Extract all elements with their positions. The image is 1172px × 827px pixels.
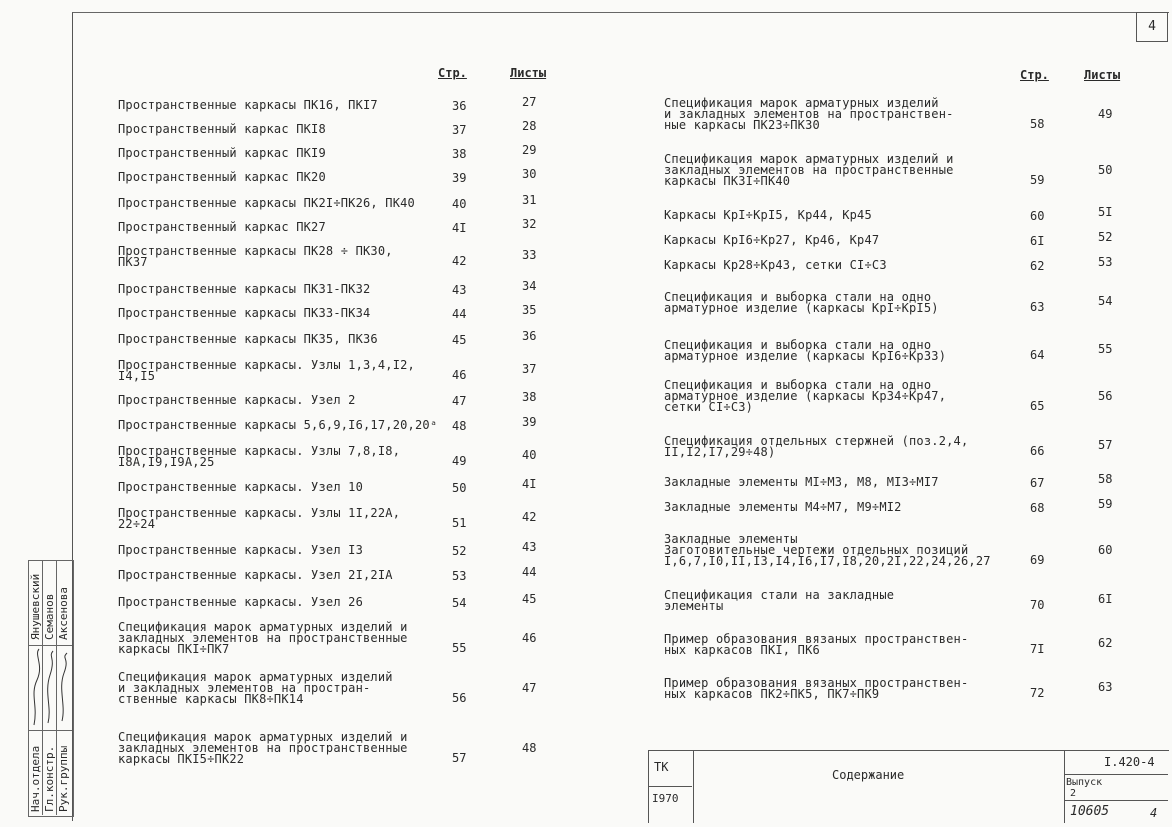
contents-item-page: 69 (1030, 553, 1045, 567)
contents-item-page: 56 (452, 691, 467, 705)
contents-item-title: Пространственные каркасы ПК2I÷ПК26, ПК40 (118, 196, 415, 210)
contents-item-page: 54 (452, 596, 467, 610)
contents-item-sheet: 34 (522, 279, 537, 293)
contents-item-sheet: 40 (522, 448, 537, 462)
left-page-col-header: Стр. (438, 66, 467, 80)
right-page-col-header: Стр. (1020, 68, 1049, 82)
contents-item-page: 49 (452, 454, 467, 468)
contents-item-page: 48 (452, 419, 467, 433)
contents-item-sheet: 63 (1098, 680, 1113, 694)
contents-item-title: Спецификация марок арматурных изделий и закладных элементов на пространственные каркасы ПКI5÷ПК22 (118, 730, 408, 766)
contents-item-sheet: 54 (1098, 294, 1113, 308)
name-group-lead: Аксенова (57, 587, 70, 640)
contents-item-title: Закладные элементы Заготовительные чертежи отдельных позиций I,6,7,I0,II,I3,I4,I6,I7,I8,20,2I,22,24,26,27 (664, 532, 991, 568)
contents-item-page: 37 (452, 123, 467, 137)
contents-item-title: Пространственные каркасы. Узел 26 (118, 595, 364, 609)
series-divider (1064, 774, 1168, 775)
role-head-department: Нач.отдела (29, 745, 42, 812)
contents-item-page: 36 (452, 99, 467, 113)
contents-item-page: 43 (452, 283, 467, 297)
contents-item-title: Закладные элементы М4÷М7, М9÷МI2 (664, 500, 902, 514)
contents-item-sheet: 37 (522, 362, 537, 376)
contents-item-page: 45 (452, 333, 467, 347)
contents-item-page: 47 (452, 394, 467, 408)
contents-item-sheet: 50 (1098, 163, 1113, 177)
contents-item-page: 65 (1030, 399, 1045, 413)
name-chief-designer: Семанов (43, 593, 56, 640)
contents-item-page: 66 (1030, 444, 1045, 458)
contents-item-page: 62 (1030, 259, 1045, 273)
contents-item-sheet: 43 (522, 540, 537, 554)
document-title: Содержание (832, 768, 905, 782)
contents-item-sheet: 58 (1098, 472, 1113, 486)
approval-row-line-1 (28, 730, 72, 731)
contents-item-page: 68 (1030, 501, 1045, 515)
issue-number: 2 (1070, 788, 1077, 799)
contents-item-sheet: 46 (522, 631, 537, 645)
contents-item-sheet: 57 (1098, 438, 1113, 452)
contents-item-sheet: 62 (1098, 636, 1113, 650)
contents-item-page: 52 (452, 544, 467, 558)
contents-item-page: 64 (1030, 348, 1045, 362)
contents-item-sheet: 39 (522, 415, 537, 429)
inventory-number: 10605 (1070, 804, 1110, 819)
contents-item-title: Пространственные каркасы ПК28 ÷ ПК30, ПК37 (118, 244, 393, 269)
contents-item-title: Спецификация марок арматурных изделий и закладных элементов на пространствен- ные каркасы ПК23÷ПК30 (664, 96, 954, 132)
contents-item-title: Пространственные каркасы. Узлы 1I,22А, 22÷24 (118, 506, 401, 531)
contents-item-sheet: 42 (522, 510, 537, 524)
contents-item-page: 50 (452, 481, 467, 495)
contents-item-page: 67 (1030, 476, 1045, 490)
contents-item-sheet: 30 (522, 167, 537, 181)
contents-item-page: 60 (1030, 209, 1045, 223)
contents-item-sheet: 60 (1098, 543, 1113, 557)
signatures (28, 645, 72, 730)
contents-item-page: 40 (452, 197, 467, 211)
contents-item-sheet: 44 (522, 565, 537, 579)
contents-item-sheet: 31 (522, 193, 537, 207)
contents-item-title: Спецификация и выборка стали на одно арматурное изделие (каркасы КрI÷КрI5) (664, 290, 939, 315)
name-head-department: Янушевский (29, 573, 42, 640)
page-number: 4 (1136, 12, 1168, 42)
contents-item-page: 51 (452, 516, 467, 530)
org-divider (648, 786, 692, 787)
contents-item-title: Каркасы Кр28÷Кр43, сетки СI÷С3 (664, 258, 887, 272)
contents-item-title: Пространственные каркасы ПК33-ПК34 (118, 306, 371, 320)
contents-item-sheet: 6I (1098, 592, 1113, 606)
contents-item-title: Каркасы КрI6÷Кр27, Кр46, Кр47 (664, 233, 880, 247)
contents-item-sheet: 49 (1098, 107, 1113, 121)
contents-item-page: 63 (1030, 300, 1045, 314)
contents-item-sheet: 27 (522, 95, 537, 109)
contents-item-page: 7I (1030, 642, 1045, 656)
contents-item-sheet: 33 (522, 248, 537, 262)
contents-item-sheet: 55 (1098, 342, 1113, 356)
contents-item-sheet: 48 (522, 741, 537, 755)
contents-item-sheet: 5I (1098, 205, 1113, 219)
right-sheet-col-header: Листы (1084, 68, 1121, 82)
contents-item-title: Спецификация марок арматурных изделий и закладных элементов на пространственные каркасы ПК3I÷ПК40 (664, 152, 954, 188)
contents-item-sheet: 59 (1098, 497, 1113, 511)
stamp-year: I970 (652, 792, 679, 805)
contents-item-sheet: 29 (522, 143, 537, 157)
contents-item-sheet: 52 (1098, 230, 1113, 244)
contents-item-title: Пространственные каркасы ПК16, ПКI7 (118, 98, 378, 112)
contents-item-title: Спецификация и выборка стали на одно арматурное изделие (каркасы Кр34÷Кр47, сетки СI÷С3) (664, 378, 947, 414)
series-code: I.420-4 (1104, 755, 1155, 769)
contents-item-page: 72 (1030, 686, 1045, 700)
contents-item-title: Пример образования вязаных пространствен- ных каркасов ПК2÷ПК5, ПК7÷ПК9 (664, 676, 969, 701)
contents-item-page: 39 (452, 171, 467, 185)
contents-item-title: Пространственный каркас ПКI8 (118, 122, 326, 136)
contents-item-title: Закладные элементы МI÷М3, М8, МI3÷МI7 (664, 475, 939, 489)
contents-item-title: Пространственные каркасы ПК31-ПК32 (118, 282, 371, 296)
contents-item-title: Пространственные каркасы. Узлы 1,3,4,I2, I4,I5 (118, 358, 415, 383)
role-chief-designer: Гл.констр. (43, 745, 56, 812)
contents-item-title: Пространственные каркасы. Узел 10 (118, 480, 364, 494)
contents-item-title: Спецификация стали на закладные элементы (664, 588, 895, 613)
contents-item-page: 4I (452, 221, 467, 235)
contents-item-page: 70 (1030, 598, 1045, 612)
contents-item-page: 42 (452, 254, 467, 268)
contents-item-title: Пространственный каркас ПК27 (118, 220, 326, 234)
contents-item-title: Пространственный каркас ПКI9 (118, 146, 326, 160)
contents-item-page: 57 (452, 751, 467, 765)
contents-item-sheet: 45 (522, 592, 537, 606)
role-group-lead: Рук.группы (57, 745, 70, 812)
contents-item-title: Спецификация отдельных стержней (поз.2,4, II,I2,I7,29÷48) (664, 434, 969, 459)
contents-item-sheet: 28 (522, 119, 537, 133)
contents-item-sheet: 56 (1098, 389, 1113, 403)
stamp-sheet-number: 4 (1150, 806, 1158, 820)
contents-item-title: Спецификация марок арматурных изделий и закладных элементов на простран- ственные каркасы ПК8÷ПК14 (118, 670, 393, 706)
contents-item-title: Пространственные каркасы. Узел I3 (118, 543, 364, 557)
contents-item-sheet: 35 (522, 303, 537, 317)
contents-item-title: Пространственные каркасы. Узел 2 (118, 393, 356, 407)
contents-item-title: Пространственные каркасы. Узлы 7,8,I8, I8А,I9,I9А,25 (118, 444, 401, 469)
contents-item-page: 46 (452, 368, 467, 382)
contents-item-page: 58 (1030, 117, 1045, 131)
left-sheet-col-header: Листы (510, 66, 547, 80)
org-code: ТК (654, 760, 669, 774)
contents-item-title: Спецификация марок арматурных изделий и закладных элементов на пространственные каркасы ПКI÷ПК7 (118, 620, 408, 656)
contents-item-sheet: 47 (522, 681, 537, 695)
contents-item-title: Пространственные каркасы 5,6,9,I6,17,20,20ᵃ (118, 418, 438, 432)
contents-item-page: 38 (452, 147, 467, 161)
issue-divider (1064, 800, 1168, 801)
contents-item-title: Пространственные каркасы. Узел 2I,2IА (118, 568, 393, 582)
contents-item-page: 6I (1030, 234, 1045, 248)
contents-item-title: Каркасы КрI÷КрI5, Кр44, Кр45 (664, 208, 872, 222)
contents-item-title: Пространственные каркасы ПК35, ПК36 (118, 332, 378, 346)
contents-item-title: Спецификация и выборка стали на одно арматурное изделие (каркасы КрI6÷Кр33) (664, 338, 947, 363)
contents-item-sheet: 32 (522, 217, 537, 231)
contents-item-page: 44 (452, 307, 467, 321)
issue-label: Выпуск (1066, 777, 1103, 788)
contents-item-title: Пространственный каркас ПК20 (118, 170, 326, 184)
contents-item-sheet: 36 (522, 329, 537, 343)
contents-item-sheet: 4I (522, 477, 537, 491)
contents-item-sheet: 53 (1098, 255, 1113, 269)
contents-item-page: 59 (1030, 173, 1045, 187)
contents-item-sheet: 38 (522, 390, 537, 404)
contents-item-title: Пример образования вязаных пространствен- ных каркасов ПКI, ПК6 (664, 632, 969, 657)
contents-item-page: 53 (452, 569, 467, 583)
contents-item-page: 55 (452, 641, 467, 655)
